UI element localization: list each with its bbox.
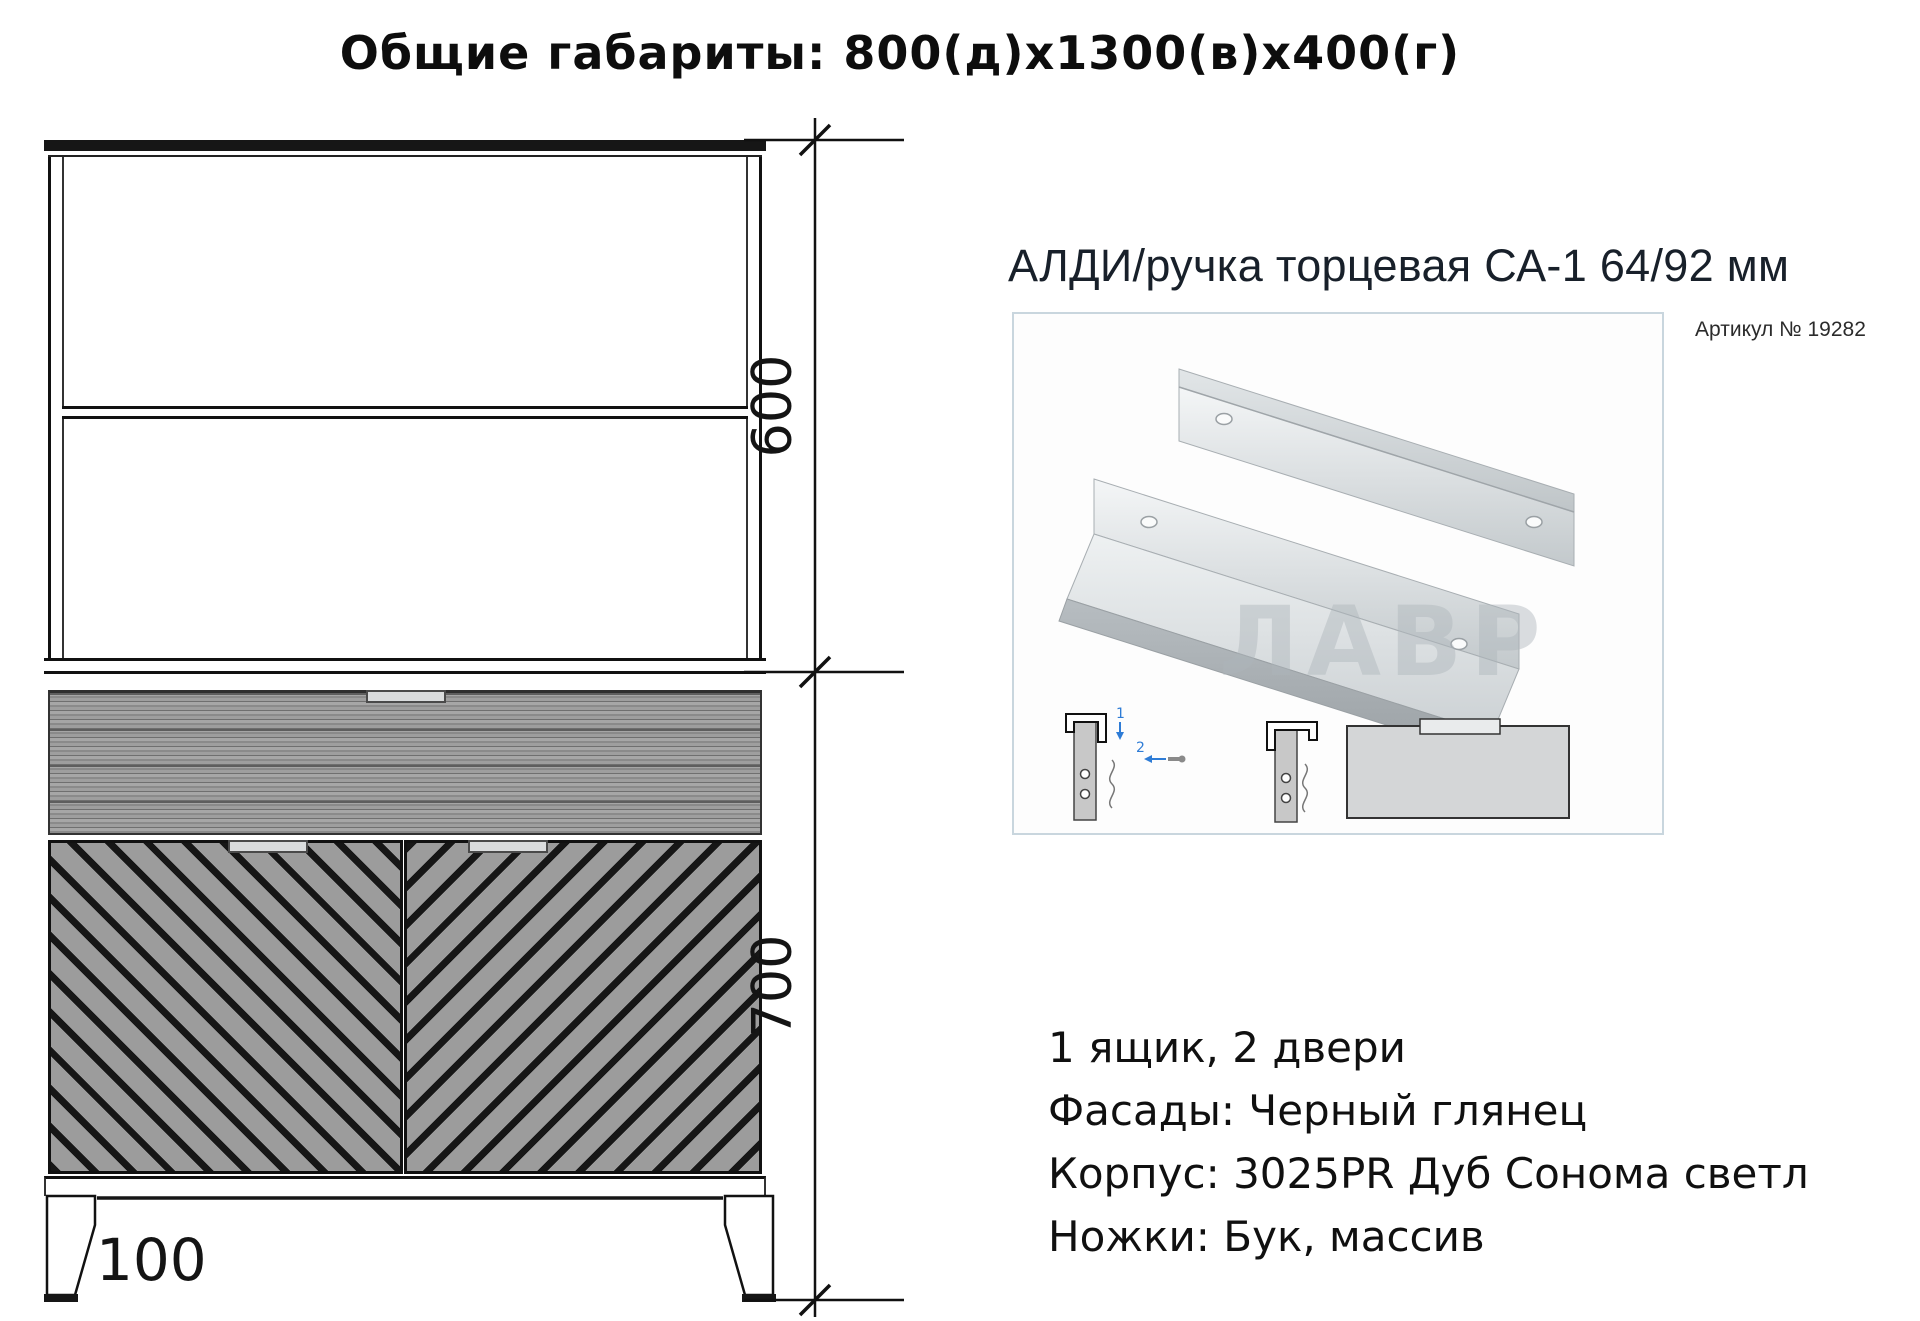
install-diagram-side-2 (1209, 710, 1339, 828)
product-heading: АЛДИ/ручка торцевая СА-1 64/92 мм (1008, 240, 1790, 291)
spec-line-contents: 1 ящик, 2 двери (1048, 1023, 1406, 1072)
spec-line-body: Корпус: 3025PR Дуб Сонома светл (1048, 1149, 1809, 1198)
door-front-view (1347, 726, 1569, 818)
dimension-700: 700 (740, 934, 804, 1038)
door-right (404, 840, 762, 1174)
spec-line-facades: Фасады: Черный глянец (1048, 1086, 1588, 1135)
step-1-number: 1 (1116, 706, 1125, 722)
left-leg (47, 1196, 95, 1295)
cabinet-top-panel (44, 140, 766, 151)
middle-shelf (62, 406, 748, 419)
screw-head-icon (1179, 756, 1186, 763)
spec-line-legs: Ножки: Бук, массив (1048, 1212, 1485, 1261)
screw-hole (1282, 794, 1291, 803)
product-article-number: Артикул № 19282 (1695, 318, 1866, 341)
product-image-box (1012, 312, 1664, 835)
dimension-100: 100 (96, 1226, 207, 1294)
handle-front-view (1420, 719, 1500, 734)
install-diagram-front (1344, 716, 1574, 826)
page-title: Общие габариты: 800(д)х1300(в)х400(г) (339, 26, 1461, 80)
drawer-front (48, 690, 762, 835)
door-left (48, 840, 403, 1174)
break-line (1110, 760, 1115, 808)
spec-list (1048, 1016, 1809, 1268)
brand-watermark: ЛАВР (1219, 586, 1549, 698)
door-right-handle (468, 840, 548, 853)
left-leg-foot (44, 1294, 78, 1302)
cabinet-shelf-section (48, 157, 762, 658)
door-left-handle (228, 840, 308, 853)
break-line (1303, 764, 1308, 812)
shelf-bottom-board (44, 658, 766, 674)
dimension-lines (730, 110, 930, 1321)
step-2-arrowhead (1144, 755, 1152, 763)
step-2-number: 2 (1136, 740, 1145, 756)
screw-hole (1081, 790, 1090, 799)
dimension-600: 600 (740, 354, 804, 458)
screw-hole (1282, 774, 1291, 783)
drawer-handle (366, 690, 446, 703)
step-1-arrowhead (1116, 732, 1124, 740)
install-diagram-side-1 (1054, 702, 1194, 827)
screw-hole (1081, 770, 1090, 779)
